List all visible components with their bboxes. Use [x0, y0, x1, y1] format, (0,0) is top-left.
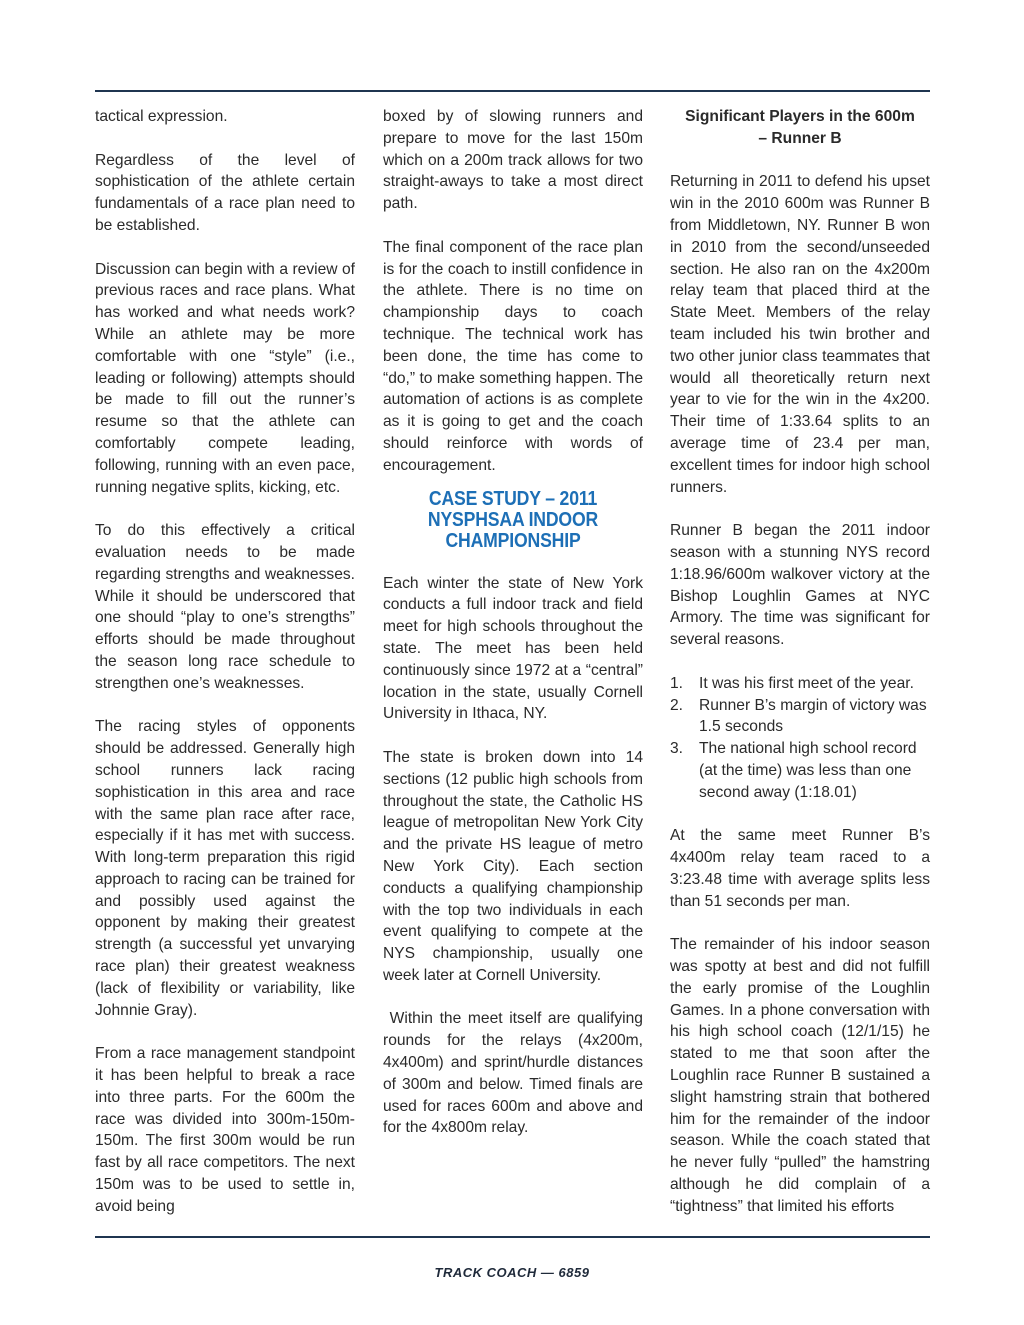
paragraph: Regardless of the level of sophistication of the athlete certain fundamentals of a race plan need to be established.: [95, 151, 355, 234]
paragraph: Runner B began the 2011 indoor season with a stunning NYS record 1:18.96/600m walkover victory at the Bishop Loughlin Games at NYC Armory. The time was significant for several reasons.: [670, 522, 930, 649]
heading-line: NYSPHSAA INDOOR: [427, 507, 599, 531]
numbered-list: [670, 673, 930, 804]
top-rule: [95, 90, 930, 92]
paragraph: Each winter the state of New York conducts a full indoor track and field meet for high schools throughout the state. The meet has been held continuously since 1972 at a “central” location in the state, usually Cornell University in Ithaca, NY.: [383, 574, 643, 723]
paragraph: From a race management standpoint it has been helpful to break a race into three parts. For the 600m the race was divided into 300m-150m-150m. The first 300m would be run fast by all race competitors. The next 150m was to be used to settle in, avoid being: [95, 1045, 355, 1215]
list-number: 3.: [670, 740, 684, 758]
list-item-text: The national high school record (at the time) was less than one second away (1:18.01): [699, 740, 917, 801]
page-footer: TRACK COACH — 6859: [434, 1265, 590, 1280]
bottom-rule: [95, 1236, 930, 1238]
list-item: [670, 673, 930, 695]
paragraph: Within the meet itself are qualifying rounds for the relays (4x200m, 4x400m) and sprint/hurdle distances of 300m and below. Timed finals are used for races 600m and above and for the 4x800m relay.: [383, 1010, 648, 1137]
paragraph: The final component of the race plan is for the coach to instill confidence in the athlete. There is no time on championship days to coach technique. The technical work has been done, the time has come to “do,” to make something happen. The automation of actions is as complete as it is going to get and the coach should reinforce with words of encouragement.: [383, 238, 643, 474]
paragraph: The state is broken down into 14 sections (12 public high schools from throughout the state, the Catholic HS league of metropolitan New York City and the private HS league of metro New York City). Each section conducts a qualifying championship with the top two individuals in each event qualifying to compete at the NYS championship, usually one week later at Cornell University.: [383, 748, 643, 984]
list-item: [670, 738, 930, 803]
column-1: [95, 106, 355, 1218]
paragraph: Discussion can begin with a review of previous races and race plans. What has worked and what needs work? While an athlete may be more comfortable with one “style” (i.e., leading or following) attempts should be made to fill out the runner’s resume so that the athlete can comfortably compete leading, following, running with an even pace, running negative splits, kicking, etc.: [95, 260, 355, 496]
list-number: 1.: [670, 674, 684, 692]
column-3: [670, 106, 930, 1218]
paragraph: The racing styles of opponents should be addressed. Generally high school runners lack racing sophistication in this area and race with the same plan race after race, especially if it has met with success. With long-term preparation this rigid approach to racing can be trained for and possibly used against the opponent by making their greatest strength (a successful yet unvarying race plan) their greatest weakness (lack of flexibility or variability, like Johnnie Gray).: [95, 718, 355, 1019]
paragraph: To do this effectively a critical evaluation needs to be made regarding strengths and weaknesses. While it should be underscored that one should “play to one’s strengths” efforts should be made throughout the season long race schedule to strengthen one’s weaknesses.: [95, 522, 355, 692]
paragraph: Returning in 2011 to defend his upset win in the 2010 600m was Runner B from Middletown, NY. Runner B won in 2010 from the second/unseeded section. He also ran on the 4x200m relay team that placed third at the State Meet. Members of the relay team included his twin brother and two other junior class teammates that would all theoretically return next year to vie for the win in the 4x200. Their time of 1:33.64 splits to an average time of 23.4 per man, excellent times for indoor high school runners.: [670, 173, 930, 496]
heading-line: CASE STUDY – 2011: [428, 486, 598, 510]
list-item-text: Runner B’s margin of victory was 1.5 seconds: [699, 696, 927, 736]
list-item: [670, 695, 930, 739]
subheading-line: Significant Players in the 600m: [685, 108, 915, 125]
section-heading: [401, 488, 625, 551]
list-number: 2.: [670, 696, 684, 714]
paragraph: The remainder of his indoor season was spotty at best and did not fulfill the early promise of the Loughlin Games. In a phone conversation with his high school coach (12/1/15) he stated to me that soon after the Loughlin race Runner B sustained a slight hamstring strain that bothered him for the remainder of the indoor season. While the coach stated that he never fully “pulled” the hamstring although he did complain of a “tightness” that limited his efforts: [670, 936, 930, 1215]
subheading: [670, 106, 930, 150]
subheading-line: – Runner B: [758, 129, 842, 147]
paragraph: At the same meet Runner B’s 4x400m relay team raced to a 3:23.48 time with average splits less than 51 seconds per man.: [670, 827, 930, 910]
column-2: [383, 106, 648, 1139]
paragraph: tactical expression.: [95, 108, 228, 125]
list-item-text: It was his first meet of the year.: [699, 674, 914, 692]
paragraph: boxed by of slowing runners and prepare to move for the last 150m which on a 200m track allows for two straight-aways to take a most direct path.: [383, 108, 643, 213]
heading-line: CHAMPIONSHIP: [445, 528, 581, 552]
